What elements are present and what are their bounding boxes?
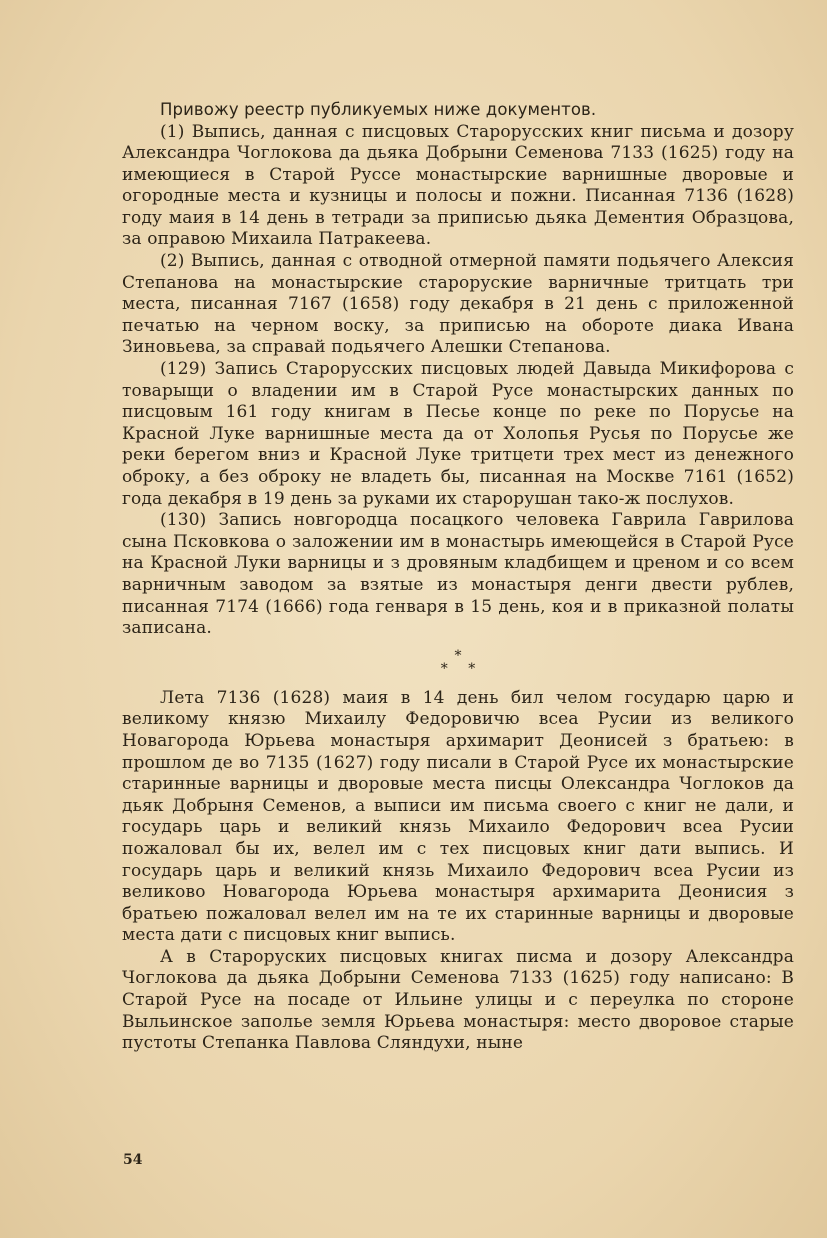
separator-star-top: * (454, 647, 462, 664)
text-column (122, 98, 794, 1055)
registry-heading: Привожу реестр публикуемых ниже документов. (160, 100, 597, 119)
registry-entry-1: (1) Выпись, данная с писцовых Старорусских книг письма и дозору Александра Чоглокова да дьяка Добрыни Семенова 7133 (1625) году на имеющиеся в Старой Руссе монастырские варнишные дворовые и огородные места и кузницы и полосы и пожни. Писанная 7136 (1628) году маия в 14 день в тетради за приписью дьяка Дементия Образцова, за оправою Михаила Патракеева. (122, 121, 794, 250)
separator-stars-bottom: * * (440, 660, 484, 677)
registry-entry-2: (2) Выпись, данная с отводной отмерной памяти подьячего Алексия Степанова на монастырские старорускиe варничные тритцать три места, писанная 7167 (1658) году декабря в 21 день с приложенной печатью на черном воску, за приписью на обороте диака Ивана Зиновьева, за справай подьячего Алешки Степанова. (122, 251, 794, 358)
page-number: 54 (123, 1152, 143, 1168)
body-paragraph-2: А в Старoруских писцовых книгах писма и дозору Александра Чоглокова да дьяка Добрыни Семенова 7133 (1625) году написано: В Старой Русе на посаде от Ильине улицы и с переулка по стороне Выльинское заполье земля Юрьева монастыря: место дворовое старые пустоты Степанка Павлова Сляндухи, ныне (122, 946, 794, 1054)
section-separator (122, 640, 794, 688)
registry-entry-129: (129) Запись Старорусских писцовых людей Давыда Микифорова с товарыщи о владении им в Старой Русе монастырских данных по писцовым 161 году книгам в Песье конце по реке по Порусье на Красной Луке варнишные места да от Холопья Русья по Порусье же реки берегом вниз и Красной Луке тритцети трех мест из денежного оброку, а без оброку не владеть бы, писанная на Москве 7161 (1652) года декабря в 19 день за руками их старорушан тако-ж послухов. (122, 359, 794, 509)
body-paragraph-1: Лета 7136 (1628) маия в 14 день бил челом государю царю и великому князю Михаилу Федоровичю всеа Русии из великого Новагорода Юрьева монастыря архимарит Деонисей з братьею: в прошлом де во 7135 (1627) году писали в Старой Русе их монастырские старинные варницы и дворовые места писцы Олександра Чоглоков да дьяк Добрыня Семенов, а выписи им письма своего с книг не дали, и государь царь и великий князь Михаило Федорович всеа Русии пожаловал бы их, велел им с тех писцовых книг дати выпись. И государь царь и великий князь Михаило Федорович всеа Русии из великово Новагорода Юрьева монастыря архимарита Деонисия з братьею пожаловал велел им на те их старинные варницы и дворовые места дати с писцовых книг выпись. (122, 687, 794, 946)
registry-entry-130: (130) Запись новгородца посацкого человека Гаврила Гаврилова сына Псковкова о заложении им в монастырь имеющейся в Старой Русе на Красной Луки варницы и з дровяным кладбищем и цреном и со всем варничным заводом за взятые из монастыря денги двести рублев, писанная 7174 (1666) года генваря в 15 день, коя и в приказной полаты записана. (122, 510, 794, 639)
